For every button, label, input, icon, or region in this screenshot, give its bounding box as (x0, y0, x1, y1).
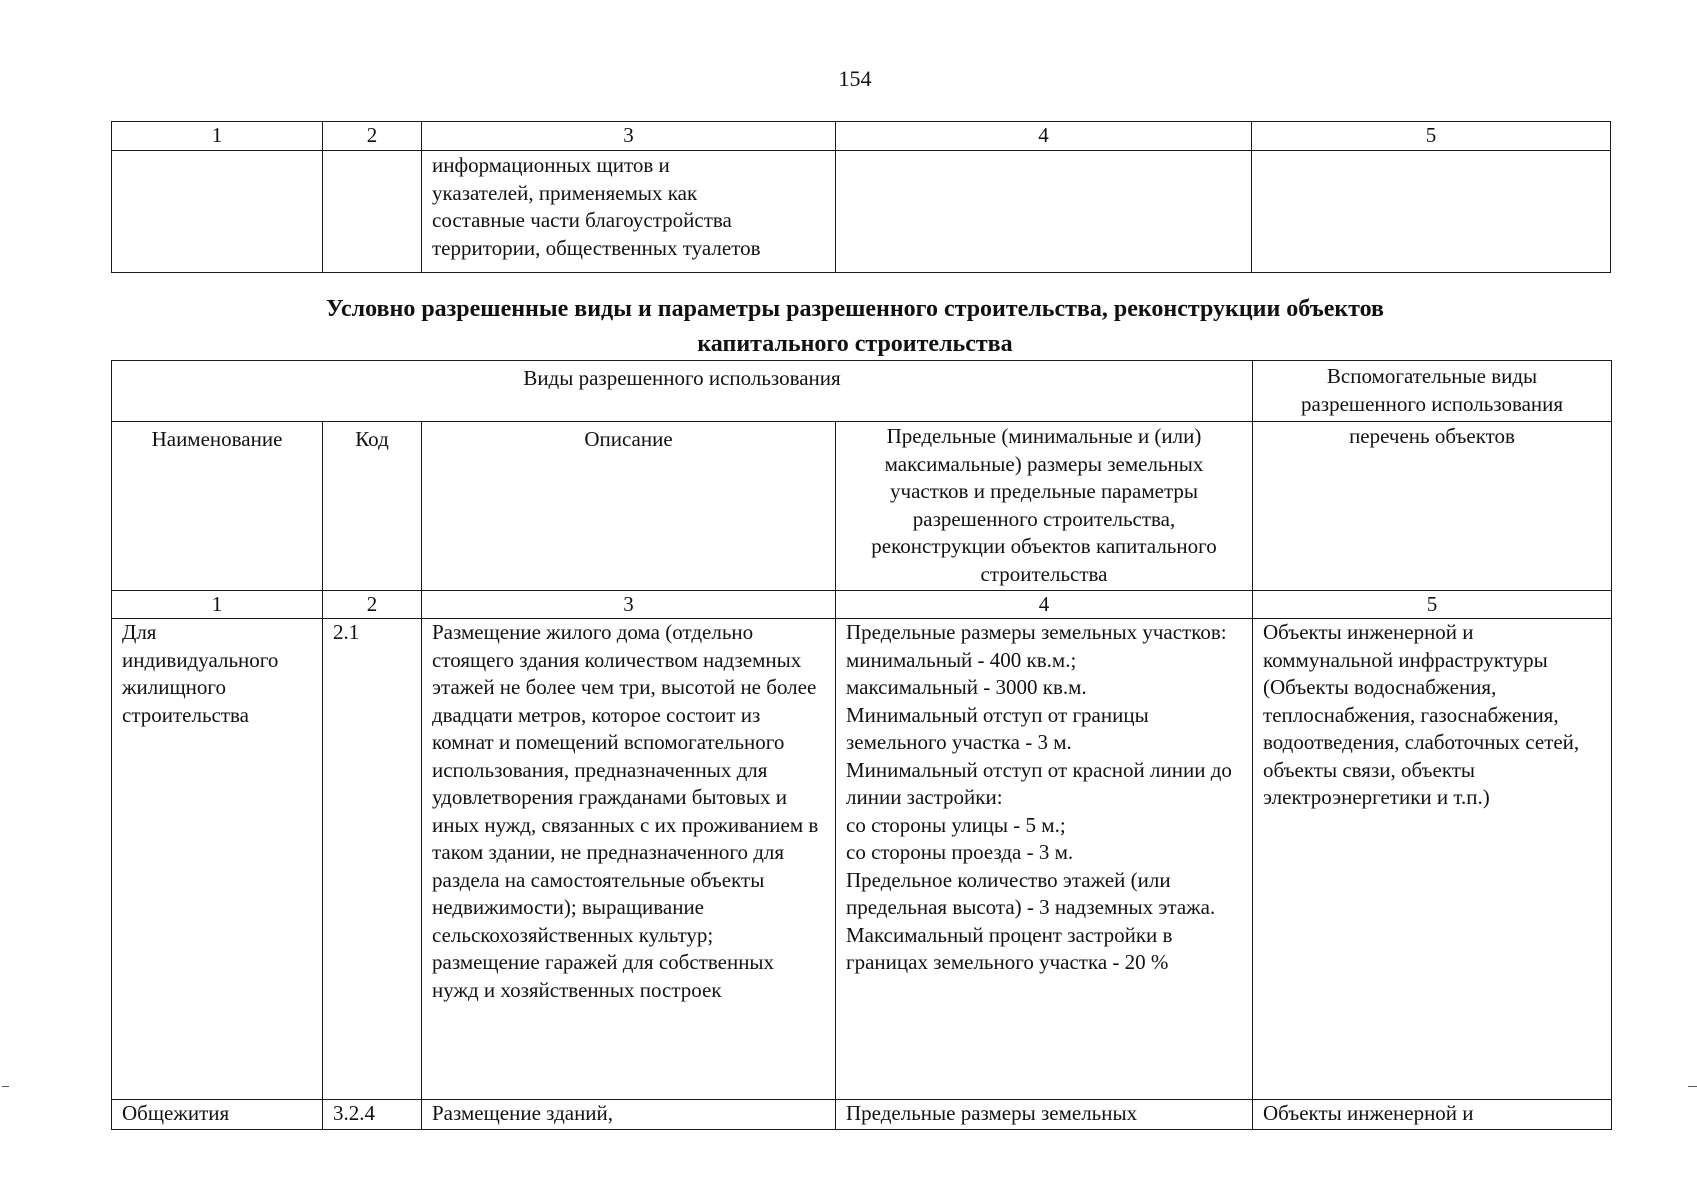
parameter-line: Максимальный процент застройки в границах земельного участка - 20 % (846, 922, 1173, 974)
auxiliary-header: Вспомогательные виды разрешенного использования (1253, 361, 1612, 422)
row-objects: Объекты инженерной и (1253, 1100, 1612, 1130)
parameter-line: со стороны улицы - 5 м.; (846, 812, 1066, 837)
column-number: 2 (323, 591, 422, 619)
table-row (112, 1100, 1612, 1130)
column-number: 3 (422, 591, 836, 619)
row-name: Общежития (112, 1100, 323, 1130)
row-description: Размещение зданий, (422, 1100, 836, 1130)
table-row (112, 151, 1611, 273)
scan-edge-mark (1688, 1086, 1697, 1087)
parameter-line: Предельное количество этажей (или предельная высота) - 3 надземных этажа. (846, 867, 1216, 919)
parameter-line: минимальный - 400 кв.м.; (846, 647, 1077, 672)
column-number: 5 (1252, 122, 1611, 151)
column-number: 4 (836, 591, 1253, 619)
column-header-objects: перечень объектов (1253, 422, 1612, 591)
column-number: 1 (112, 122, 323, 151)
section-heading (0, 292, 1697, 362)
column-number: 2 (323, 122, 422, 151)
row-description: Размещение жилого дома (отдельно стоящего здания количеством надземных этажей не более чем три, высотой не более двадцати метров, которое состоит из комнат и помещений вспомогательного использования, предназначенных для удовлетворения гражданами бытовых и иных нужд, связанных с их проживанием в таком здании, не предназначенного для раздела на самостоятельные объекты недвижимости); выращивание сельскохозяйственных культур; размещение гаражей для собственных нужд и хозяйственных построек (422, 619, 836, 1100)
text-line: указателей, применяемых как (432, 180, 698, 205)
continued-description-cell (422, 151, 836, 273)
section-heading-line: капитального строительства (697, 331, 1013, 357)
row-name: Для индивидуального жилищного строительства (112, 619, 323, 1100)
column-header-description: Описание (422, 422, 836, 591)
text-line: информационных щитов и (432, 153, 670, 177)
parameter-line: максимальный - 3000 кв.м. (846, 675, 1087, 699)
section-heading-line: Условно разрешенные виды и параметры разрешенного строительства, реконструкции объектов (325, 296, 1385, 322)
table-row (112, 619, 1612, 1100)
parameter-line: Предельные размеры земельных участков: (846, 620, 1227, 644)
column-number: 1 (112, 591, 323, 619)
empty-cell (112, 151, 323, 273)
row-code: 2.1 (323, 619, 422, 1100)
row-parameters: Предельные размеры земельных (836, 1100, 1253, 1130)
empty-cell (1252, 151, 1611, 273)
parameter-line: со стороны проезда - 3 м. (846, 840, 1074, 864)
continuation-table-number-row (112, 122, 1611, 151)
row-parameters (836, 619, 1253, 1100)
parameter-line: Минимальный отступ от красной линии до линии застройки: (846, 757, 1232, 809)
column-number: 4 (836, 122, 1252, 151)
row-code: 3.2.4 (323, 1100, 422, 1130)
row-objects: Объекты инженерной и коммунальной инфраструктуры (Объекты водоснабжения, теплоснабжения, газоснабжения, водоотведения, слаботочных сетей, объекты связи, объекты электроэнергетики и т.п.) (1253, 619, 1612, 1100)
column-header-parameters: Предельные (минимальные и (или) максимальные) размеры земельных участков и предельные параметры разрешенного строительства, реконструкции объектов капитального строительства (836, 422, 1253, 591)
empty-cell (323, 151, 422, 273)
column-number: 3 (422, 122, 836, 151)
scan-edge-mark (2, 1086, 9, 1087)
column-header-row (112, 422, 1612, 591)
group-header: Виды разрешенного использования (112, 361, 1253, 422)
column-number-row (112, 591, 1612, 619)
continuation-table (111, 121, 1611, 273)
permitted-use-table (111, 360, 1612, 1130)
text-line: составные части благоустройства (432, 208, 732, 232)
parameter-line: Минимальный отступ от границы земельного участка - 3 м. (846, 702, 1149, 754)
group-header-row (112, 361, 1612, 422)
column-number: 5 (1253, 591, 1612, 619)
column-header-code: Код (323, 422, 422, 591)
page-number: 154 (838, 66, 872, 91)
column-header-name: Наименование (112, 422, 323, 591)
empty-cell (836, 151, 1252, 273)
text-line: территории, общественных туалетов (432, 235, 761, 260)
